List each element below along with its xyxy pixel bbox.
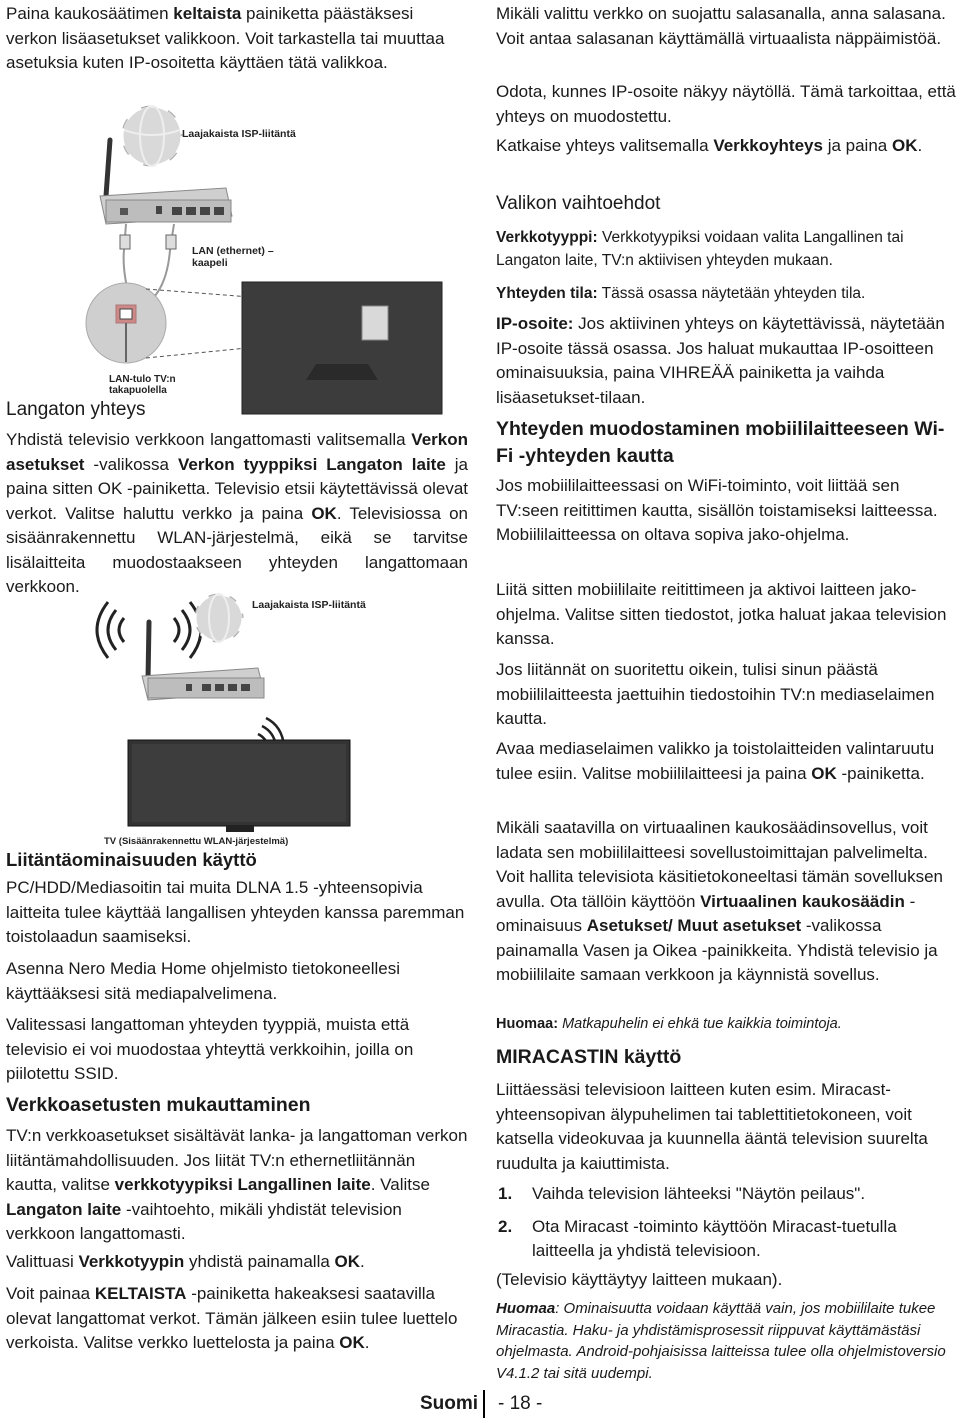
isp-label: Laajakaista ISP-liitäntä (182, 128, 296, 140)
disconnect-paragraph (496, 134, 956, 159)
virtual-remote-paragraph (496, 816, 956, 988)
miracast-behavior-paragraph: (Televisio käyttäytyy laitteen mukaan). (496, 1270, 783, 1289)
text-run: Valittuasi (6, 1252, 79, 1271)
text-run: yhdistä painamalla (184, 1252, 335, 1271)
bold-run: verkkotyypiksi Langallinen laite (114, 1175, 371, 1194)
note-text: Matkapuhelin ei ehkä tue kaikkia toimintoja. (558, 1016, 842, 1032)
tv-icon (128, 740, 350, 832)
page-number: - 18 - (498, 1393, 543, 1414)
bold-run: Asetukset/ Muut asetukset (586, 916, 802, 935)
text-run: -ominaisuus (496, 891, 916, 935)
router-icon (142, 668, 264, 700)
mobile-paragraph-3: Jos liitännät on suoritettu oikein, tulisi sinun päästä mobiililaitteesta jaettuihin tiedostoihin TV:n mediaselaimen kautta. (496, 660, 935, 728)
bold-run: Virtuaalinen kaukosäädin (700, 891, 905, 911)
footer-language: Suomi (420, 1393, 479, 1414)
network-paragraph-3 (6, 1282, 468, 1356)
tv-wlan-label: TV (Sisäänrakennettu WLAN-järjestelmä) (104, 836, 289, 847)
bold-run: OK (311, 503, 337, 523)
note-label: Huomaa (496, 1300, 556, 1317)
tv-back-icon (242, 282, 442, 414)
note-label: Huomaa: (496, 1016, 559, 1032)
isp-label-wireless: Laajakaista ISP-liitäntä (252, 599, 366, 611)
text-run: . Valitse (370, 1175, 430, 1194)
footer-divider (483, 1390, 485, 1418)
step-text: Ota Miracast -toiminto käyttöön Miracast-tuetulla laitteella ja yhdistä televisioon. (532, 1216, 897, 1260)
connection-status-paragraph (496, 282, 956, 305)
bold-run: KELTAISTA (94, 1284, 187, 1303)
mobile-paragraph-1: Jos mobiililaitteessasi on WiFi-toiminto, voit liittää sen TV:seen reitittimen kautta, sisällön toistamiseksi laitteessa. Mobiililaitteessa on oltava sopiva jako-ohjelma. (496, 476, 938, 544)
text-run: ja paina (822, 136, 892, 155)
mobile-note (496, 1014, 956, 1034)
wireless-connection-figure (6, 588, 468, 850)
bold-run: Verkkoyhteys (713, 136, 823, 155)
miracast-paragraph: Liittäessäsi televisioon laitteen kuten esim. Miracast-yhteensopivan älypuhelimen tai tablettitietokoneen, voit katsella videokuvaa ja kuunnella ääntä television suurelta ruudulta ja kaiuttimista. (496, 1080, 928, 1173)
mobile-connection-heading: Yhteyden muodostaminen mobiililaitteeseen Wi-Fi -yhteyden kautta (496, 418, 945, 467)
text-run: painiketta päästäksesi verkon lisäasetukset valikkoon. Voit tarkastella tai muuttaa asetuksia kuten IP-osoitetta käyttäen tätä valikkoa. (6, 4, 445, 72)
bold-run: IP-osoite: (496, 314, 574, 333)
bold-run: Langaton laite (6, 1199, 122, 1219)
ip-address-paragraph (496, 312, 956, 410)
text-run: Voit painaa (6, 1284, 95, 1303)
text-run: . Televisiossa on sisäänrakennettu WLAN-järjestelmä, eikä se tarvitse lisälaitteita muodostaakseen yhteyden langattomaan verkkoon. (6, 503, 469, 596)
text-run: Tässä osassa näytetään yhteyden tila. (597, 285, 866, 302)
miracast-step (496, 1182, 956, 1207)
mobile-paragraph-2: Liitä sitten mobiililaite reitittimeen ja aktivoi laitteen jako-ohjelma. Valitse sitten tiedostot, jotka haluat jakaa television kanssa. (496, 580, 947, 648)
connectivity-paragraph-1: PC/HDD/Mediasoitin tai muita DLNA 1.5 -yhteensopivia laitteita tulee käyttää langallisen yhteyden kanssa paremman toistolaadun saamiseksi. (6, 878, 465, 946)
network-paragraph-1 (6, 1124, 468, 1247)
password-paragraph: Mikäli valittu verkko on suojattu salasanalla, anna salasana. Voit antaa salasanan käyttämällä virtuaalista näppäimistöä. (496, 4, 946, 48)
lan-cable-label: LAN (ethernet) – kaapeli (192, 245, 274, 269)
text-run: . (364, 1333, 370, 1352)
bold-run: OK (811, 763, 837, 783)
globe-icon (195, 594, 243, 642)
miracast-step (496, 1215, 956, 1264)
bold-run: Verkkotyypin (78, 1252, 185, 1271)
bold-run: Verkkotyyppi: (496, 229, 598, 246)
text-run: -valikossa painamalla Vasen ja Oikea -painikkeita. Yhdistä televisio ja mobiililaite samaan verkkoon ja käynnistä sovellus. (496, 916, 938, 984)
network-paragraph-2 (6, 1250, 468, 1275)
step-number: 1. (498, 1184, 513, 1203)
intro-paragraph (6, 2, 468, 76)
text-run: Katkaise yhteys valitsemalla (496, 136, 714, 155)
network-settings-heading: Verkkoasetusten mukauttaminen (6, 1094, 311, 1116)
bold-run: keltaista (173, 4, 242, 23)
text-run: . (917, 136, 923, 155)
bold-run: OK (334, 1252, 361, 1271)
lan-input-label: LAN-tulo TV:n takapuolella (109, 374, 176, 396)
bold-run: Yhteyden tila: (496, 285, 598, 302)
text-run: -valikossa (84, 454, 178, 474)
text-run: Yhdistä televisio verkkoon langattomasti valitsemalla (6, 430, 412, 449)
text-run: Verkkotyypiksi voidaan valita Langallinen tai Langaton laite, TV:n aktiivisen yhteyden mukaan. (496, 229, 904, 269)
text-run: . (360, 1252, 365, 1271)
text-run: -painiketta. (836, 763, 925, 783)
text-run: Avaa mediaselaimen valikko ja toistolaitteiden valintaruutu tulee esiin. Valitse mobiililaitteesi ja paina (496, 739, 935, 783)
bold-run: Verkon asetukset (6, 430, 468, 474)
note-text: : Ominaisuutta voidaan käyttää vain, jos mobiililaite tukee Miracastia. Haku- ja yhdistämisprosessit riippuvat käyttämästäsi ohjelmasta. Android-pohjaisissa laitteissa tulee olla ohjelmistoversio V4.1.2 tai sitä uudempi. (496, 1300, 946, 1382)
text-run: -painiketta hakeaksesi saatavilla olevat langattomat verkot. Tämän jälkeen esiin tulee luettelo verkoista. Valitse verkko luettelosta ja paina (6, 1284, 458, 1352)
text-run: Jos aktiivinen yhteys on käytettävissä, näytetään IP-osoite tässä osassa. Jos haluat mukauttaa IP-osoitteen ominaisuuksia, paina VIHREÄÄ painiketta ja vaihda lisäasetukset-tilaan. (496, 314, 945, 407)
step-number: 2. (498, 1216, 513, 1236)
text-run: ja paina sitten OK -painiketta. Televisio etsii käytettävissä olevat verkot. Valitse haluttu verkko ja paina (6, 454, 468, 523)
miracast-note (496, 1298, 958, 1384)
text-run: -vaihtoehto, mikäli yhdistät television verkkoon langattomasti. (6, 1199, 402, 1243)
text-run: Mikäli saatavilla on virtuaalinen kaukosäädinsovellus, voit ladata sen mobiililaitteesi sovellustoimittajan palvelimelta. Voit hallita televisiota käsitietokoneeltasi tämän sovelluksen avulla. Ota tällöin käyttöön (496, 818, 943, 911)
network-type-paragraph (496, 226, 956, 272)
wireless-paragraph (6, 428, 468, 600)
bold-run: OK (891, 136, 918, 155)
bold-run: Verkon tyyppiksi Langaton laite (177, 454, 446, 474)
wired-connection-figure (6, 100, 468, 400)
menu-options-heading: Valikon vaihtoehdot (496, 193, 661, 214)
globe-icon (122, 106, 182, 166)
lan-input-icon (86, 283, 166, 363)
router-icon (100, 188, 232, 224)
connectivity-paragraph-2: Asenna Nero Media Home ohjelmisto tietokoneellesi käyttääksesi sitä mediapalvelimena. (6, 959, 401, 1003)
wireless-diagram (6, 588, 468, 850)
wait-ip-paragraph: Odota, kunnes IP-osoite näkyy näytöllä. Tämä tarkoittaa, että yhteys on muodostettu. (496, 82, 956, 126)
wireless-heading: Langaton yhteys (6, 399, 146, 420)
bold-run: OK (339, 1333, 365, 1352)
miracast-heading: MIRACASTIN käyttö (496, 1046, 682, 1068)
text-run: Paina kaukosäätimen (6, 4, 174, 23)
mobile-paragraph-4 (496, 737, 956, 786)
step-text: Vaihda television lähteeksi "Näytön peilaus". (532, 1184, 866, 1203)
connectivity-heading: Liitäntäominaisuuden käyttö (6, 849, 257, 870)
text-run: TV:n verkkoasetukset sisältävät lanka- ja langattoman verkon liitäntämahdollisuuden. Jos liität TV:n ethernetliitännän kautta, valitse (6, 1126, 468, 1194)
connectivity-paragraph-3: Valitessasi langattoman yhteyden tyyppiä, muista että televisio ei voi muodostaa yhteyttä verkkoihin, joilla on piilotettu SSID. (6, 1015, 414, 1083)
miracast-steps (496, 1182, 956, 1264)
